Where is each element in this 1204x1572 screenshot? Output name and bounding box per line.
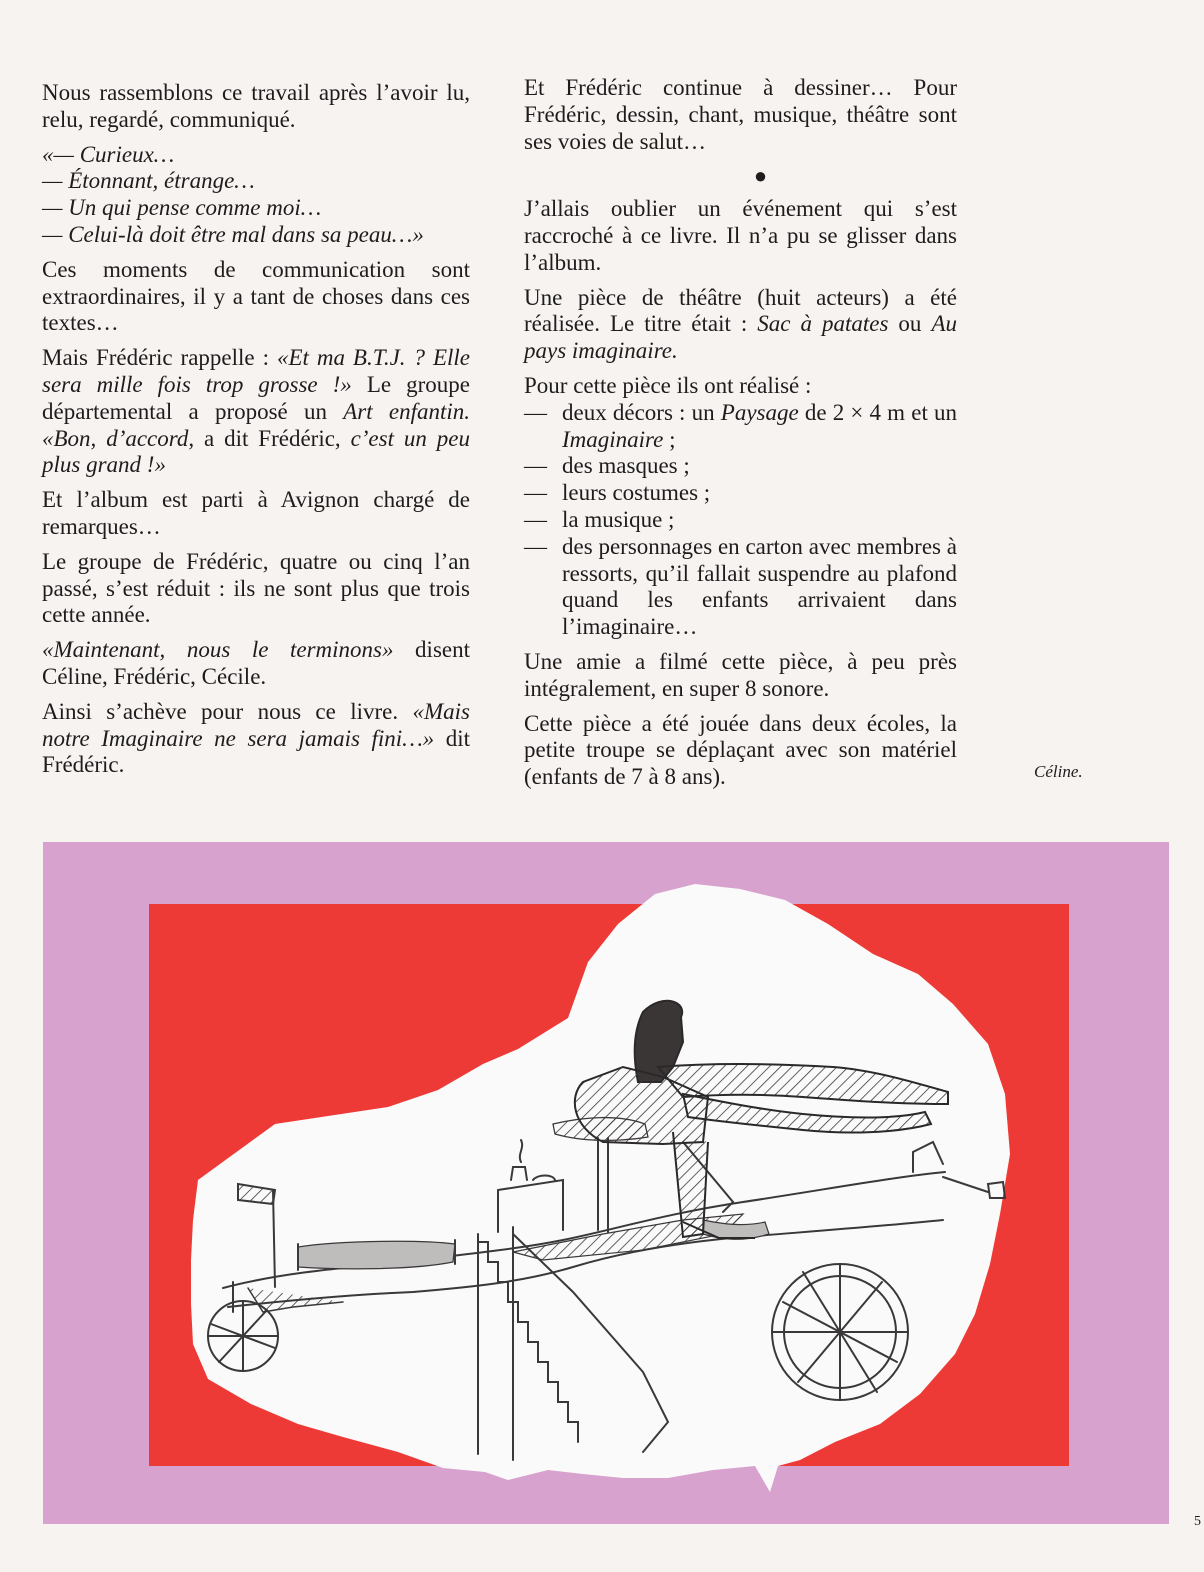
page-number: 5 xyxy=(1194,1514,1201,1529)
dash-marker: — xyxy=(524,399,547,425)
child-drawing-carriage xyxy=(43,842,1169,1524)
dash-marker: — xyxy=(524,453,547,479)
left-column xyxy=(42,80,470,787)
paragraph xyxy=(42,345,470,479)
list-item-text: la musique ; xyxy=(562,506,675,532)
text-run: de 2 × 4 m et un xyxy=(798,399,957,425)
dash-list xyxy=(524,400,957,641)
illustration-caption: Céline. xyxy=(1034,762,1083,781)
paragraph: Et Frédéric continue à dessiner… Pour Frédéric, dessin, chant, musique, théâtre sont ses voies de salut… xyxy=(524,75,957,154)
list-item-text: des masques ; xyxy=(562,453,690,479)
list-item-text xyxy=(562,400,957,454)
dash-marker: — xyxy=(524,480,547,506)
section-separator: ● xyxy=(753,163,768,189)
list-intro: Pour cette pièce ils ont réalisé : xyxy=(524,372,812,398)
quote-text: «Et ma B.T.J. ? Elle sera mille fois trop grosse !» xyxy=(42,345,470,397)
quote-block xyxy=(42,142,470,249)
quote-text: c’est un peu plus grand !» xyxy=(42,425,470,478)
quote-line: — Celui-là doit être mal dans sa peau…» xyxy=(42,221,424,247)
paragraph: Cette pièce a été jouée dans deux écoles, la petite troupe se déplaçant avec son matériel (enfants de 7 à 8 ans). xyxy=(524,710,957,790)
play-title: Au pays imaginaire. xyxy=(524,311,957,364)
dash-marker: — xyxy=(524,506,547,532)
dash-marker: — xyxy=(524,533,547,559)
quote-text: Art enfantin. «Bon, d’accord, xyxy=(42,398,470,451)
paragraph: Une amie a filmé cette pièce, à peu près intégralement, en super 8 sonore. xyxy=(524,648,957,701)
list-item-text: leurs costumes ; xyxy=(562,480,711,506)
list-item xyxy=(524,534,957,641)
illustration-frame xyxy=(43,842,1169,1524)
paragraph: Et l’album est parti à Avignon chargé de remarques… xyxy=(42,487,470,539)
quote-line: «— Curieux… xyxy=(42,141,175,167)
paragraph: Nous rassemblons ce travail après l’avoir lu, relu, regardé, communiqué. xyxy=(42,80,470,132)
list-item xyxy=(524,400,957,454)
quote-text: «Mais notre Imaginaire ne sera jamais fini…» xyxy=(42,698,470,751)
paragraph: J’allais oublier un événement qui s’est raccroché à ce livre. Il n’a pu se glisser dans l’album. xyxy=(524,196,957,275)
list-item xyxy=(524,480,957,507)
text-run: Ainsi s’achève pour nous ce livre. xyxy=(42,698,413,724)
paragraph xyxy=(524,285,957,365)
text-run: dit Frédéric. xyxy=(42,725,470,778)
quote-line: — Étonnant, étrange… xyxy=(42,168,255,194)
text-run: Paysage xyxy=(720,399,799,425)
text-run: Mais Frédéric rappelle : xyxy=(42,345,277,371)
text-run: a dit Frédéric, xyxy=(194,425,351,451)
list-item xyxy=(524,507,957,534)
right-column xyxy=(524,75,957,799)
list-item-text: des personnages en carton avec membres à ressorts, qu’il fallait suspendre au plafond quand les enfants arrivaient dans l’imaginaire… xyxy=(562,533,957,640)
text-run: disent Céline, Frédéric, Cécile. xyxy=(42,637,470,689)
paragraph xyxy=(42,699,470,779)
list-item xyxy=(524,453,957,480)
text-run: deux décors : un xyxy=(562,399,721,425)
paragraph: Le groupe de Frédéric, quatre ou cinq l’an passé, s’est réduit : ils ne sont plus que trois cette année. xyxy=(42,548,470,628)
text-run: Imaginaire xyxy=(562,426,664,452)
quote-line: — Un qui pense comme moi… xyxy=(42,195,322,221)
paragraph xyxy=(42,637,470,691)
paragraph: Ces moments de communication sont extraordinaires, il y a tant de choses dans ces textes… xyxy=(42,256,470,336)
quote-text: «Maintenant, nous le terminons» xyxy=(42,637,394,663)
text-run: ; xyxy=(663,426,676,452)
text-run: Une pièce de théâtre (huit acteurs) a été réalisée. Le titre était : xyxy=(524,284,957,337)
text-run: Le groupe départemental a proposé un xyxy=(42,371,470,424)
text-run: ou xyxy=(888,311,932,337)
play-title: Sac à patates xyxy=(757,311,889,337)
